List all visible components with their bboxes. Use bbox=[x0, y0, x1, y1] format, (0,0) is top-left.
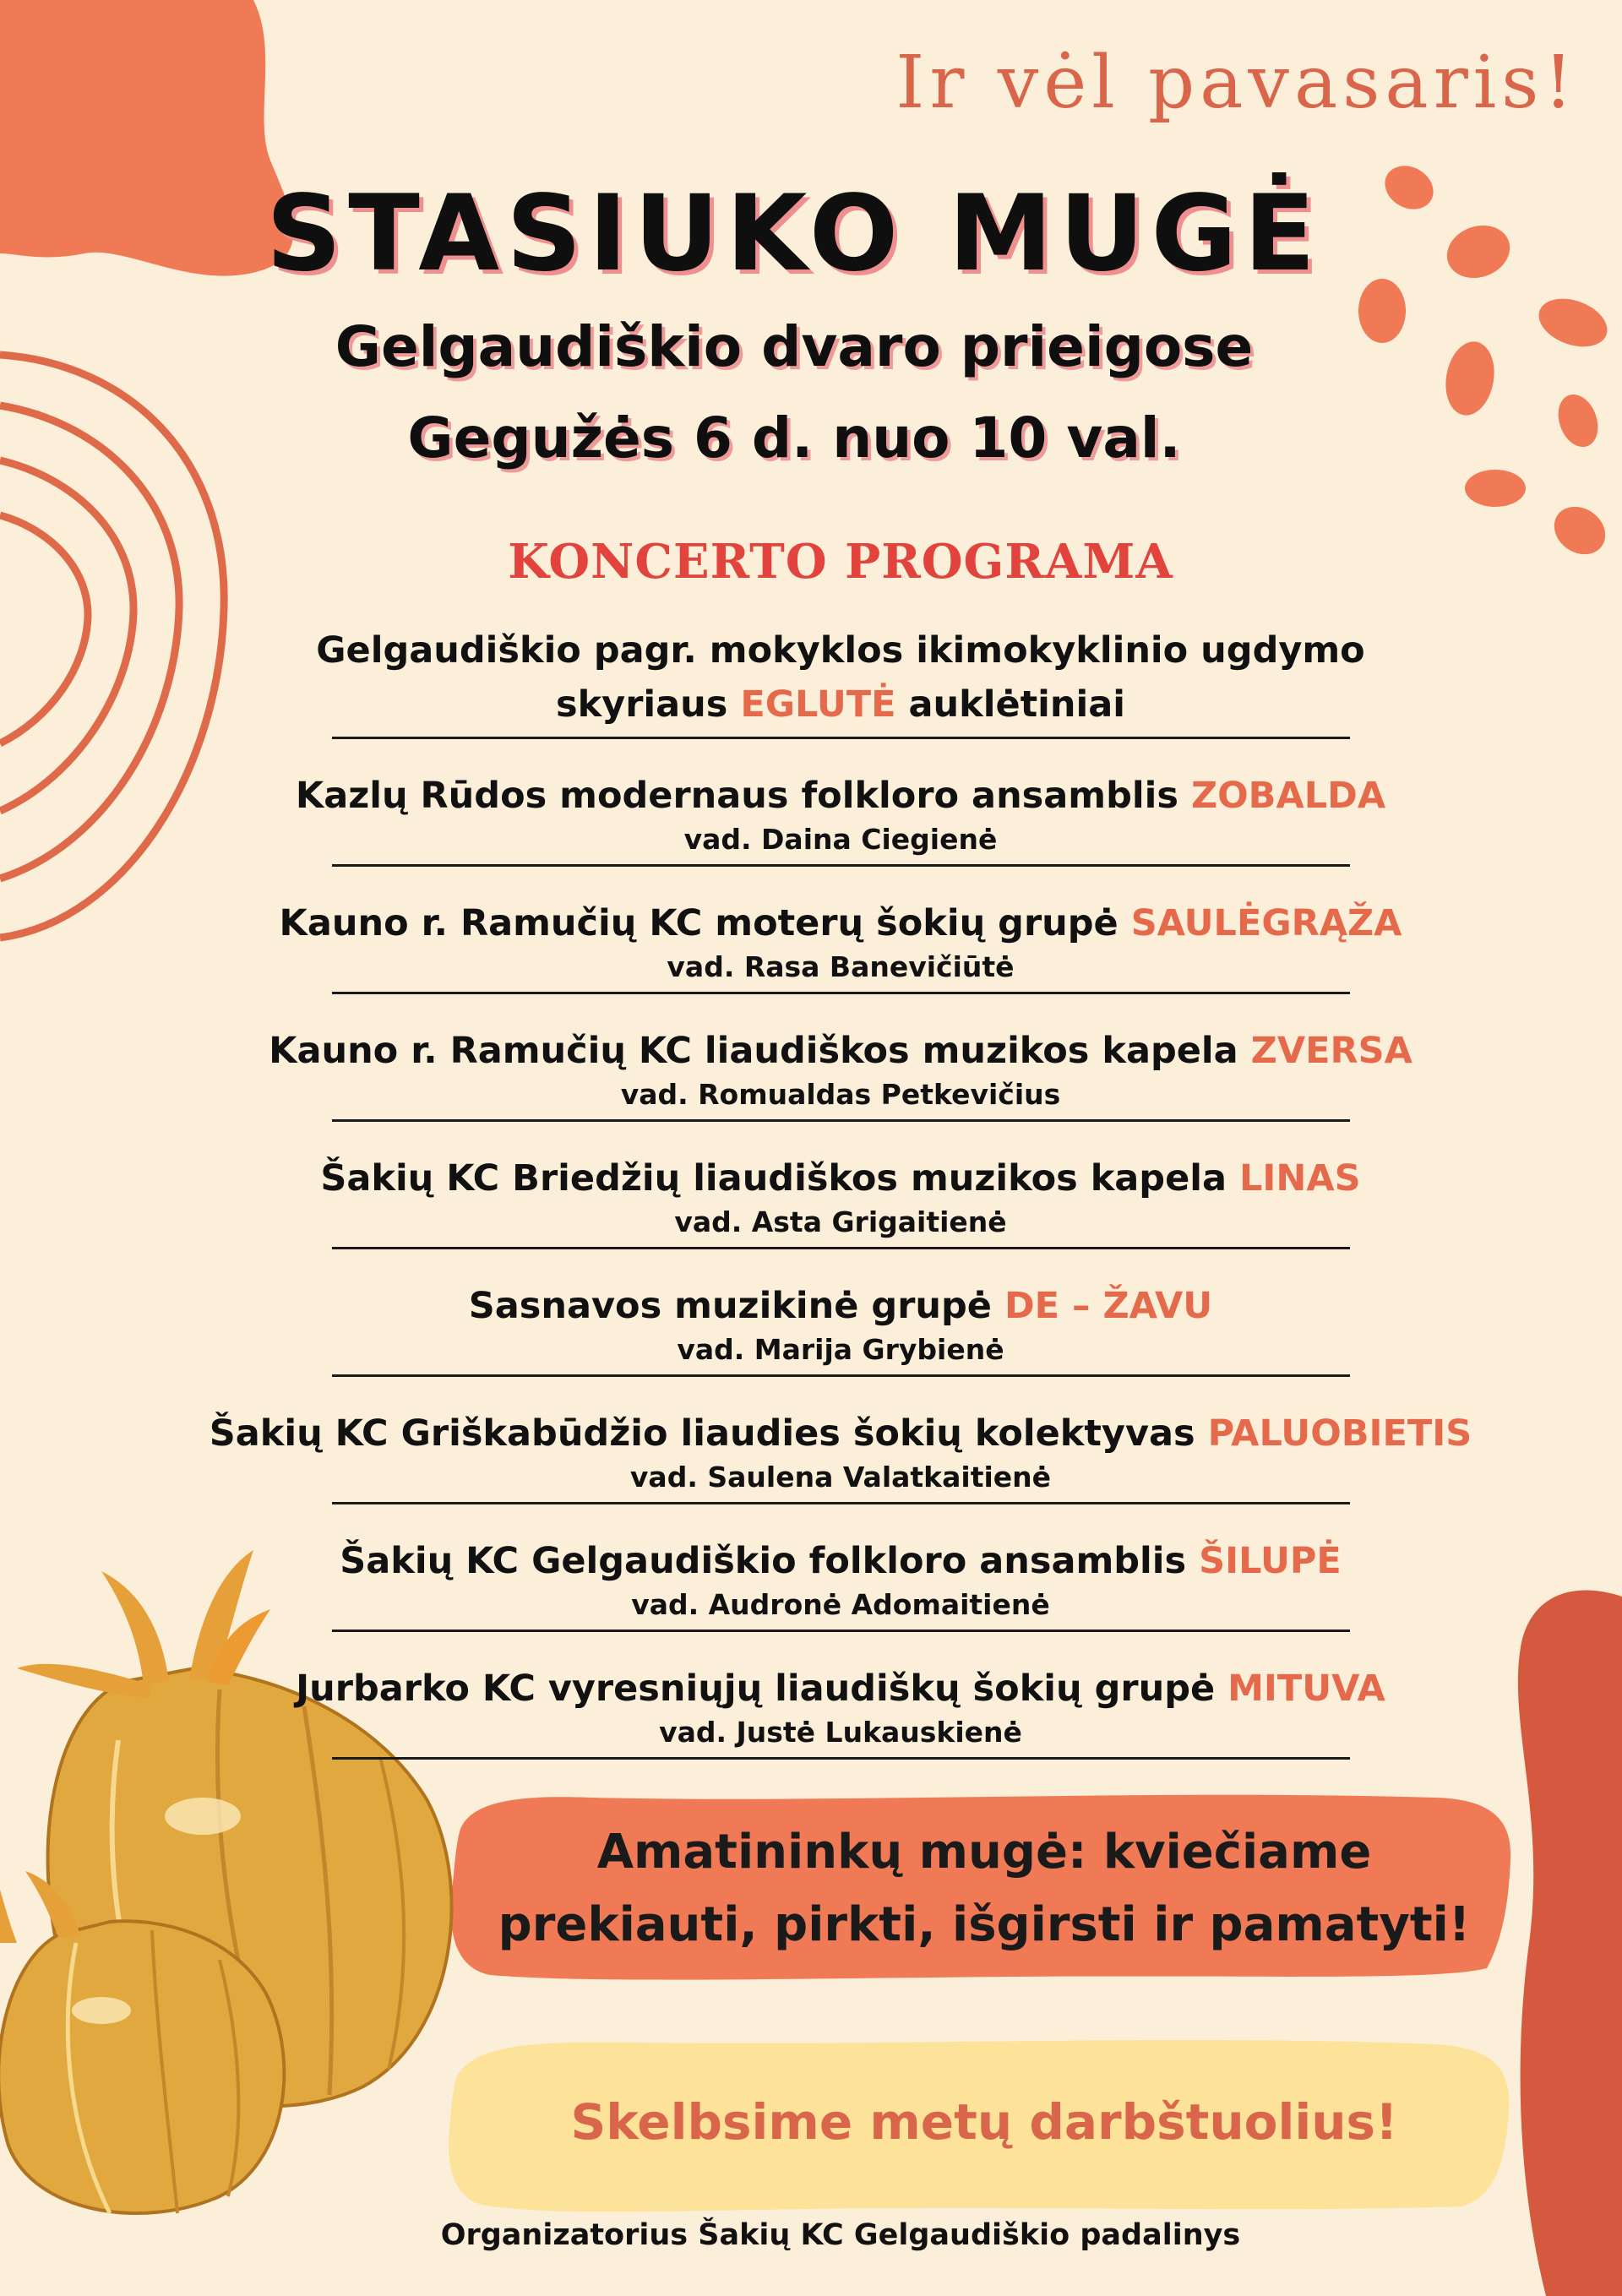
performer-description: Kauno r. Ramučių KC moterų šokių grupė SAULĖGRĄŽA bbox=[279, 902, 1402, 944]
performer-description: Šakių KC Griškabūdžio liaudies šokių kolektyvas PALUOBIETIS bbox=[209, 1412, 1472, 1455]
performer-leader: vad. Marija Grybienė bbox=[677, 1333, 1004, 1366]
performer-name: ZOBALDA bbox=[1190, 775, 1386, 817]
event-date-time: Gegužės 6 d. nuo 10 val. bbox=[407, 405, 1181, 471]
event-location: Gelgaudiškio dvaro prieigose bbox=[335, 314, 1254, 379]
performer-leader: vad. Rasa Banevičiūtė bbox=[667, 950, 1015, 983]
program-item bbox=[0, 1281, 1622, 1377]
program-item bbox=[0, 1409, 1622, 1504]
divider-line bbox=[332, 1247, 1350, 1249]
performer-description: Kazlų Rūdos modernaus folkloro ansamblis ZOBALDA bbox=[295, 775, 1386, 817]
divider-line bbox=[332, 1630, 1350, 1632]
divider-line bbox=[332, 1119, 1350, 1122]
performer-name: EGLUTĖ bbox=[740, 683, 896, 726]
concert-program-list bbox=[0, 623, 1622, 1792]
performer-description: Kauno r. Ramučių KC liaudiškos muzikos kapela ZVERSA bbox=[269, 1030, 1412, 1072]
program-heading: KONCERTO PROGRAMA bbox=[508, 534, 1173, 590]
program-item bbox=[0, 1664, 1622, 1760]
performer-name: MITUVA bbox=[1227, 1668, 1385, 1710]
performer-leader: vad. Saulena Valatkaitienė bbox=[629, 1461, 1052, 1493]
performer-leader: vad. Romualdas Petkevičius bbox=[620, 1078, 1061, 1111]
divider-line bbox=[332, 864, 1350, 867]
performer-leader: vad. Audronė Adomaitienė bbox=[631, 1588, 1050, 1621]
divider-line bbox=[332, 737, 1350, 739]
program-item bbox=[0, 899, 1622, 994]
hardworkers-callout: Skelbsime metų darbštuolius! bbox=[570, 2093, 1398, 2151]
program-item bbox=[0, 1537, 1622, 1632]
performer-leader: vad. Justė Lukauskienė bbox=[659, 1716, 1022, 1749]
performer-description: Sasnavos muzikinė grupė DE – ŽAVU bbox=[468, 1285, 1213, 1327]
performer-description: Gelgaudiškio pagr. mokyklos ikimokyklinio ugdymo skyriaus EGLUTĖ auklėtiniai bbox=[316, 629, 1365, 726]
divider-line bbox=[332, 1502, 1350, 1504]
divider-line bbox=[332, 1374, 1350, 1377]
program-item bbox=[0, 771, 1622, 867]
performer-name: ZVERSA bbox=[1250, 1030, 1412, 1072]
organizer-credit: Organizatorius Šakių KC Gelgaudiškio padalinys bbox=[440, 2218, 1241, 2252]
performer-leader: vad. Asta Grigaitienė bbox=[674, 1205, 1007, 1238]
poster-title: STASIUKO MUGĖ bbox=[265, 173, 1323, 295]
performer-name: DE – ŽAVU bbox=[1004, 1285, 1213, 1327]
performer-name: PALUOBIETIS bbox=[1207, 1412, 1472, 1455]
tagline: Ir vėl pavasaris! bbox=[895, 41, 1578, 125]
performer-leader: vad. Daina Ciegienė bbox=[683, 823, 998, 856]
program-item bbox=[0, 623, 1622, 739]
craft-market-callout: Amatininkų mugė: kviečiame prekiauti, pirkti, išgirsti ir pamatyti! bbox=[498, 1825, 1471, 1952]
program-item bbox=[0, 1154, 1622, 1249]
performer-description: Jurbarko KC vyresniųjų liaudiškų šokių grupė MITUVA bbox=[296, 1668, 1385, 1710]
performer-description: Šakių KC Briedžių liaudiškos muzikos kapela LINAS bbox=[320, 1157, 1361, 1200]
divider-line bbox=[332, 1757, 1350, 1760]
performer-name: SAULĖGRĄŽA bbox=[1130, 902, 1402, 944]
divider-line bbox=[332, 992, 1350, 994]
program-item bbox=[0, 1026, 1622, 1122]
performer-name: LINAS bbox=[1239, 1157, 1361, 1200]
performer-name: ŠILUPĖ bbox=[1199, 1540, 1342, 1582]
performer-description: Šakių KC Gelgaudiškio folkloro ansamblis ŠILUPĖ bbox=[340, 1540, 1342, 1582]
